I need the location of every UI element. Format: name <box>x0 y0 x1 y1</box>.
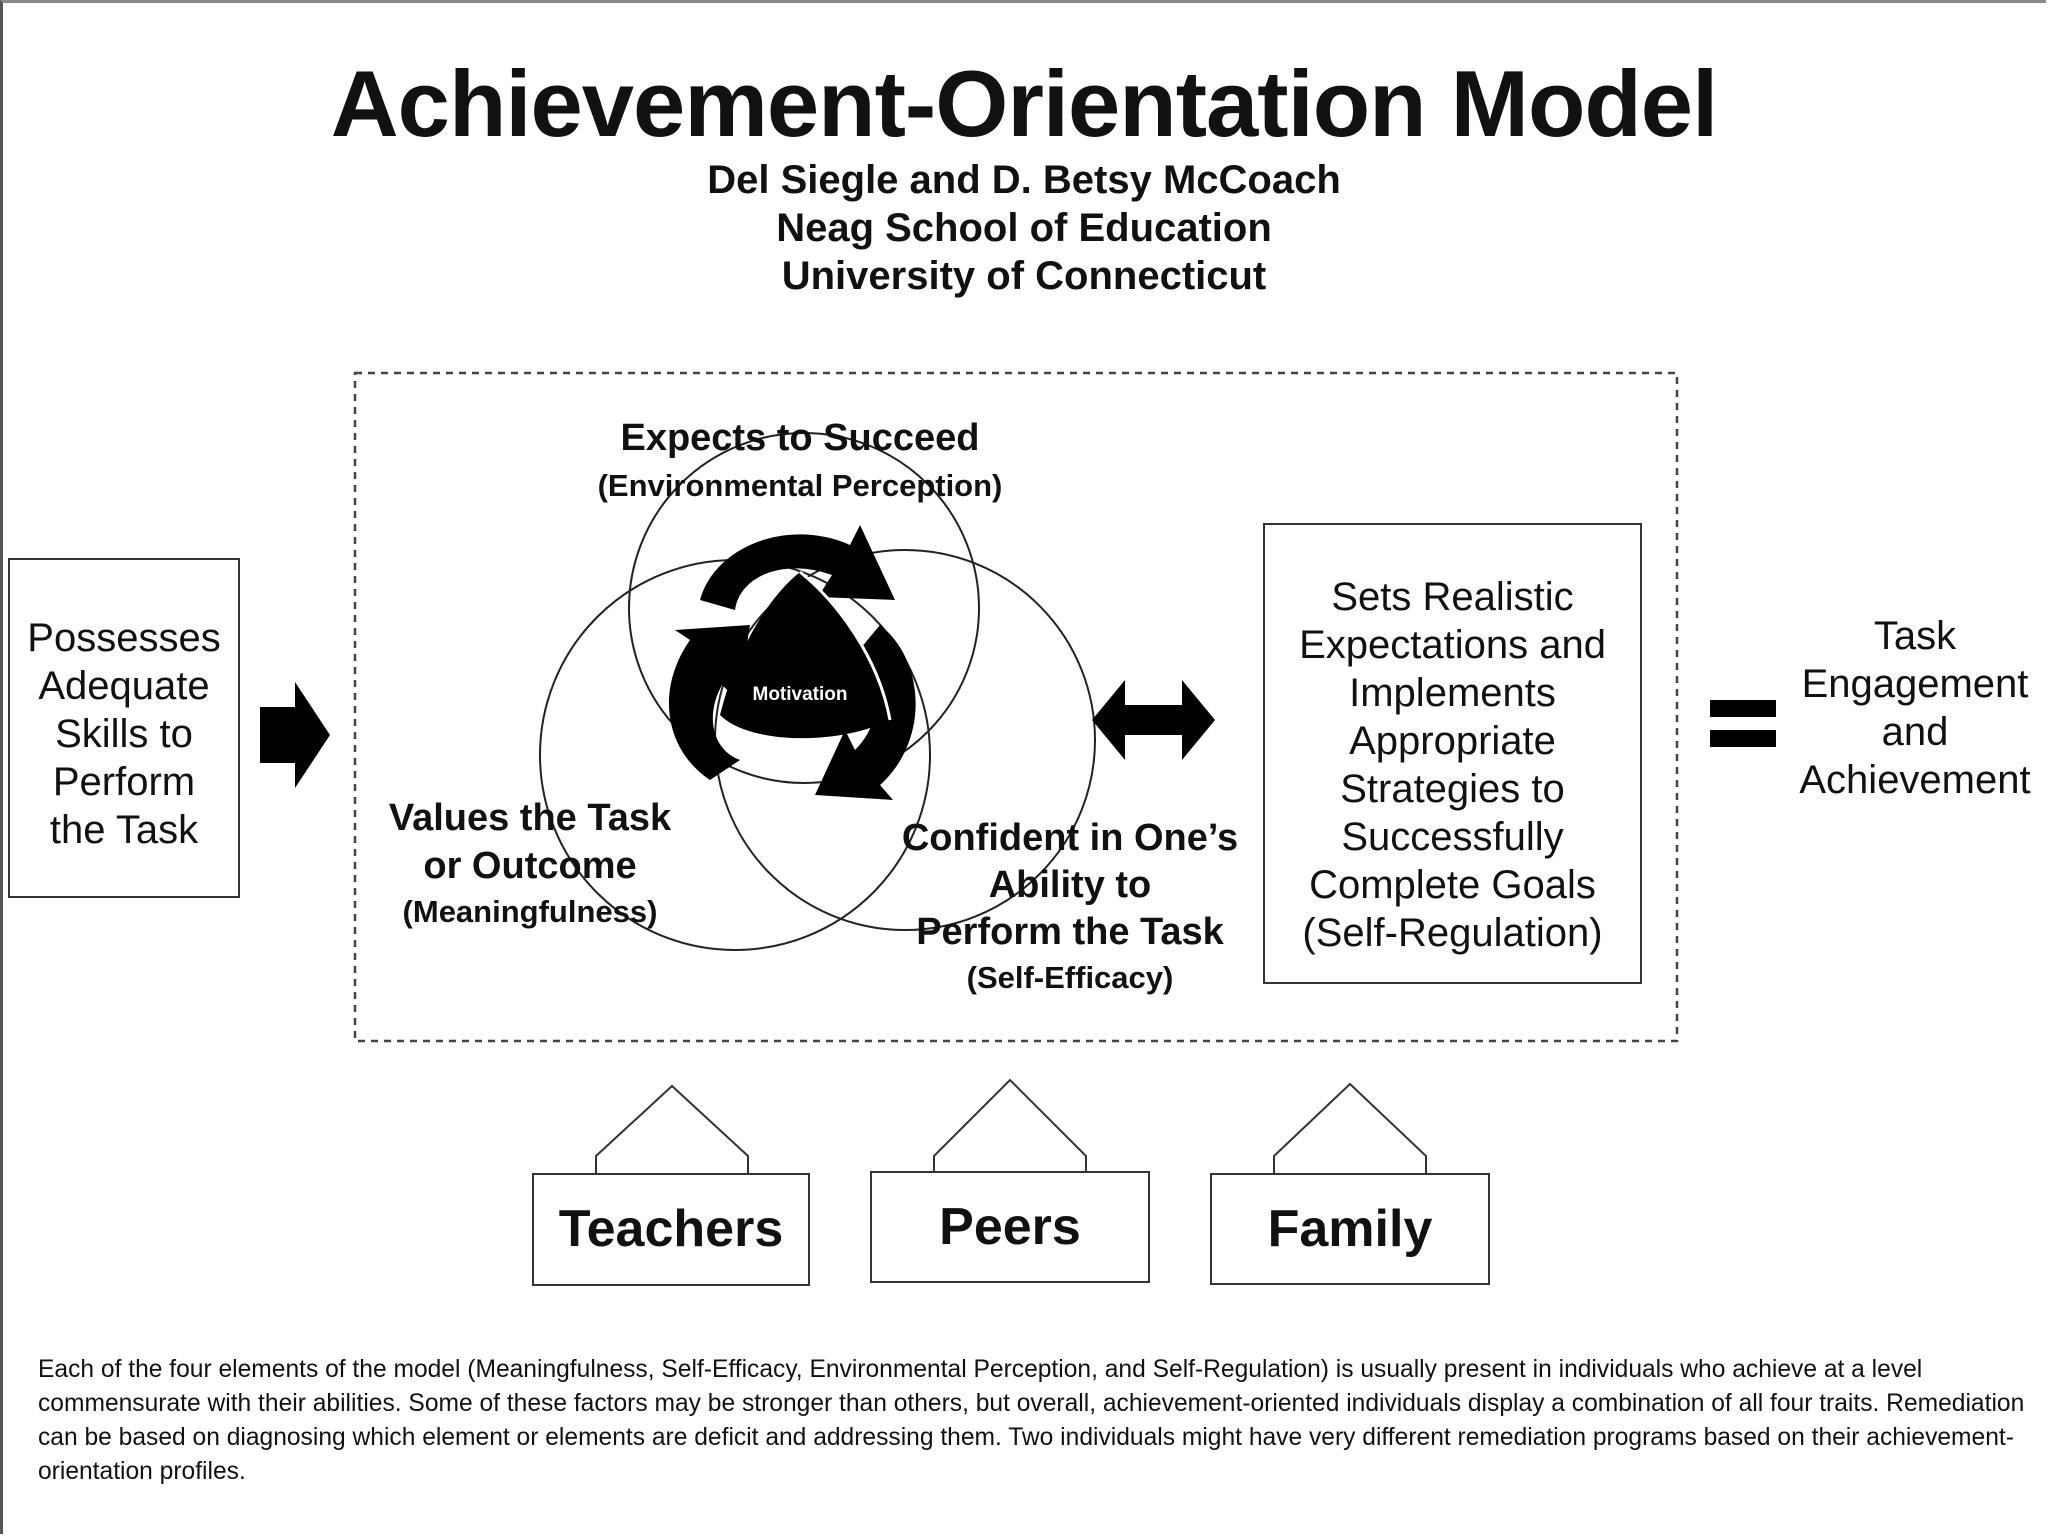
regulation-line: Implements <box>1349 671 1556 715</box>
teachers-label: Teachers <box>558 1200 784 1258</box>
skills-line: Skills to <box>55 712 193 756</box>
family-arrow <box>1274 1084 1426 1175</box>
regulation-line: Strategies to <box>1340 767 1565 811</box>
diagram-title: Achievement-Orientation Model <box>330 51 1718 156</box>
teachers-box <box>532 1173 810 1286</box>
skills-line: the Task <box>49 808 199 852</box>
values-line-2: or Outcome <box>423 845 637 887</box>
values-subtitle: (Meaningfulness) <box>402 894 658 929</box>
peers-box <box>870 1171 1150 1283</box>
regulation-line: Successfully <box>1341 815 1564 859</box>
expects-subtitle: (Environmental Perception) <box>597 468 1003 503</box>
teachers-arrow <box>596 1086 748 1175</box>
regulation-line: (Self-Regulation) <box>1302 911 1603 955</box>
confident-line-3: Perform the Task <box>916 911 1224 953</box>
right-arrow <box>260 682 330 788</box>
skills-line: Possesses <box>27 616 221 660</box>
self-regulation-box <box>1263 523 1642 984</box>
skills-line: Perform <box>52 760 196 804</box>
outcome-label <box>1790 612 2040 804</box>
confident-line-1: Confident in One’s <box>901 817 1239 859</box>
expects-title: Expects to Succeed <box>620 417 980 459</box>
skills-box <box>8 558 240 898</box>
outcome-line: Task <box>1873 614 1957 658</box>
values-line-1: Values the Task <box>388 797 672 839</box>
regulation-line: Complete Goals <box>1309 863 1596 907</box>
outcome-line: Engagement <box>1801 662 2029 706</box>
university-name: University of Connecticut <box>781 254 1267 298</box>
family-box <box>1210 1173 1490 1285</box>
regulation-line: Sets Realistic <box>1331 575 1574 619</box>
school-name: Neag School of Education <box>776 206 1272 250</box>
equals-sign <box>1710 700 1776 717</box>
skills-line: Adequate <box>38 664 210 708</box>
regulation-line: Appropriate <box>1349 719 1556 763</box>
confident-line-2: Ability to <box>988 864 1152 906</box>
double-arrow <box>1092 680 1215 760</box>
regulation-line: Expectations and <box>1299 623 1606 667</box>
outcome-line: Achievement <box>1799 758 2031 802</box>
peers-arrow <box>934 1080 1086 1175</box>
peers-label: Peers <box>939 1198 1081 1256</box>
outcome-line: and <box>1881 710 1949 754</box>
authors: Del Siegle and D. Betsy McCoach <box>707 158 1341 202</box>
motivation-label: Motivation <box>752 684 848 705</box>
family-label: Family <box>1267 1200 1433 1258</box>
confident-subtitle: (Self-Efficacy) <box>966 960 1174 995</box>
footnote: Each of the four elements of the model (Meaningfulness, Self-Efficacy, Environmental Perception, and Self-Regulation) is usually present in individuals who achieve at a level commensurate with their abilities. Some of these factors may be stronger than others, but overall, achievement-oriented individuals display a combination of all four traits. Remediation can be based on diagnosing which element or elements are deficit and addressing them. Two individuals might have very different remediation programs based on their achievement-orientation profiles. <box>38 1356 2025 1485</box>
